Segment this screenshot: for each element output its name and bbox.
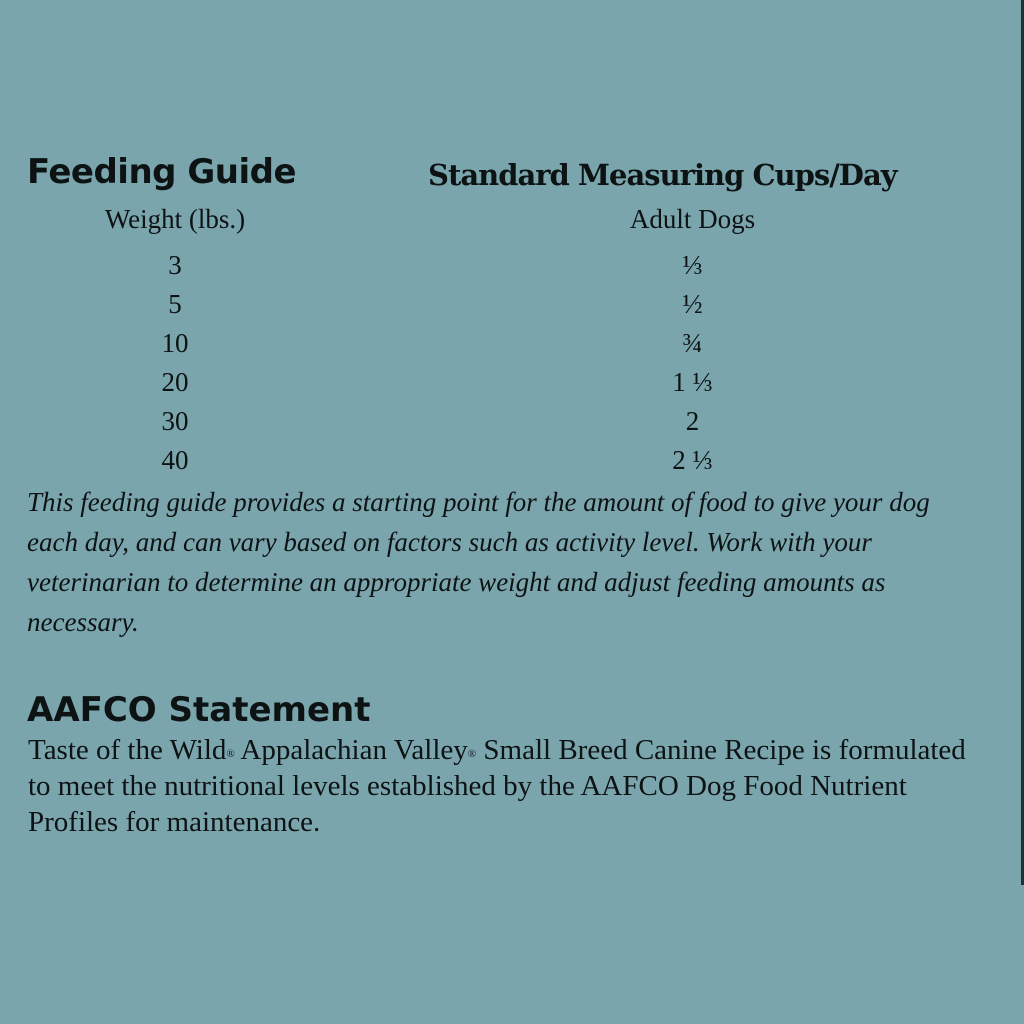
table-row (0, 324, 1024, 363)
weight-cell: 3 (168, 250, 182, 280)
cups-cell: ¾ (682, 328, 703, 358)
aafco-statement-title: AAFCO Statement (27, 690, 371, 730)
feeding-guide-note: This feeding guide provides a starting point for the amount of food to give your dog each day, and can vary based on factors such as activity level. Work with your veterinarian to determine an appropriate weight and adjust feeding amounts as necessary. (27, 487, 930, 637)
adult-dogs-column-header: Adult Dogs (629, 204, 756, 234)
cups-cell: 2 ⅓ (672, 445, 713, 475)
feeding-guide-title: Feeding Guide (27, 152, 297, 192)
weight-cell: 5 (168, 289, 182, 319)
feeding-table (0, 246, 1024, 480)
table-row (0, 363, 1024, 402)
measuring-cups-title: Standard Measuring Cups/Day (428, 158, 897, 192)
aafco-body-brand: Taste of the Wild (28, 734, 227, 766)
table-row (0, 441, 1024, 480)
cups-cell: 1 ⅓ (672, 367, 713, 397)
weight-column-header: Weight (lbs.) (104, 204, 246, 234)
weight-cell: 30 (161, 406, 189, 436)
cups-cell: ⅓ (682, 250, 703, 280)
cups-cell: 2 (685, 406, 700, 436)
aafco-statement-body (28, 732, 988, 840)
weight-cell: 20 (161, 367, 189, 397)
registered-mark: ® (467, 748, 477, 760)
cups-cell: ½ (682, 289, 703, 319)
weight-cell: 10 (161, 328, 189, 358)
registered-mark: ® (226, 748, 235, 760)
aafco-body-text: Small Breed Canine Recipe is formulated to meet the nutritional levels established by the AAFCO Dog Food Nutrient Profiles for maintenance. (28, 734, 966, 838)
aafco-body-product: Appalachian Valley (234, 734, 468, 766)
table-row (0, 402, 1024, 441)
table-row (0, 246, 1024, 285)
table-row (0, 285, 1024, 324)
weight-cell: 40 (161, 445, 189, 475)
